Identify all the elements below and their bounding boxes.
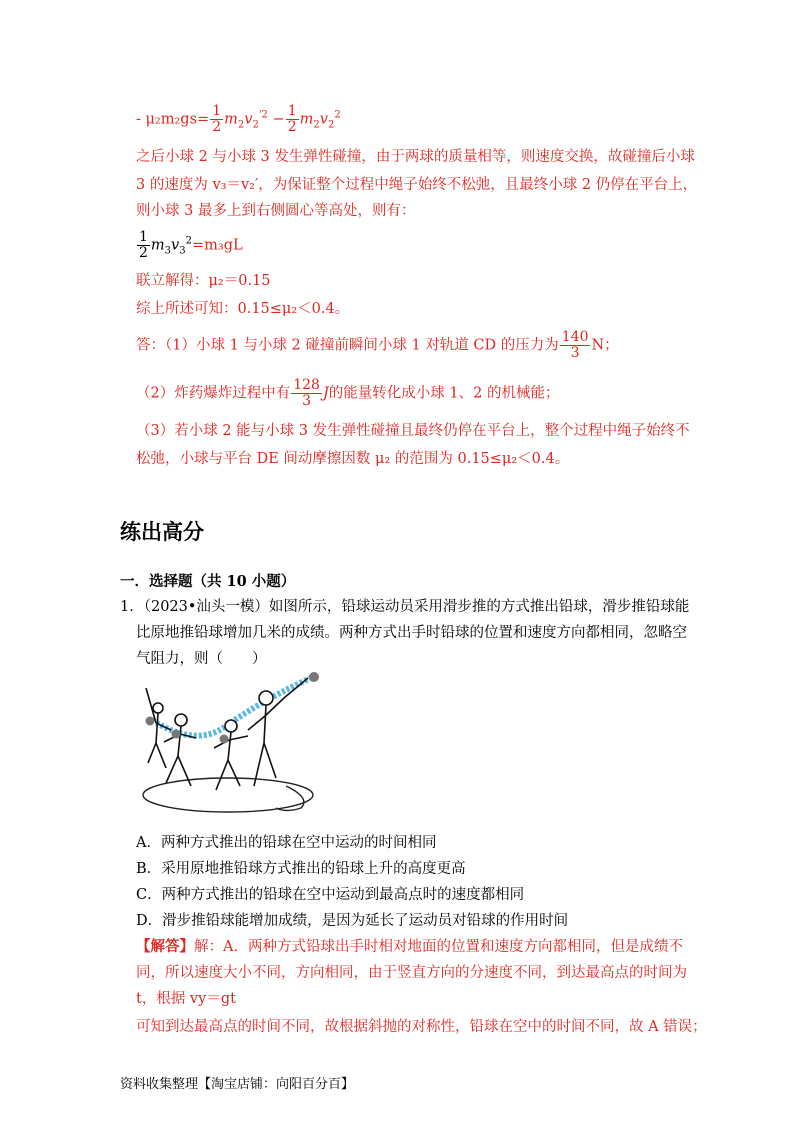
question-line2: 比原地推铅球增加几米的成绩。两种方式出手时铅球的位置和速度方向都相同，忽略空: [136, 625, 687, 641]
para1-line2: 3 的速度为 v₃＝v₂′，为保证整个过程中绳子始终不松弛，且最终小球 2 仍停在平台上，: [136, 177, 698, 193]
shot-ball-4: [309, 672, 319, 682]
answer-line2: 同，所以速度大小不同，方向相同，由于竖直方向的分速度不同，到达最高点的时间为: [136, 965, 687, 981]
answer-3-line2: 松弛，小球与平台 DE 间动摩擦因数 μ₂ 的范围为 0.15≤μ₂＜0.4。: [136, 451, 570, 467]
fraction-half-2: $\frac{1}{2}$: [287, 103, 297, 135]
option-c[interactable]: C．两种方式推出的铅球在空中运动到最高点时的速度都相同: [136, 887, 525, 903]
answer-line1: [136, 936, 683, 958]
section-heading: 练出高分: [120, 520, 204, 544]
para1-line1: 之后小球 2 与小球 3 发生弹性碰撞，由于两球的质量相等，则速度交换，故碰撞后小球: [136, 149, 695, 165]
answer-2: （2）炸药爆炸过程中有 $\frac{128}{3}$ J的能量转化成小球 1、2 的机械能；: [136, 377, 560, 409]
shot-ball-2: [172, 730, 181, 739]
shot-put-figure: [136, 668, 326, 816]
fraction-140-3: $\frac{140}{3}$: [561, 329, 589, 361]
option-b[interactable]: B．采用原地推铅球方式推出的铅球上升的高度更高: [136, 861, 466, 877]
eq1-lhs: - μ₂m₂gs=: [136, 111, 210, 128]
summary: 综上所述可知：0.15≤μ₂＜0.4。: [136, 301, 350, 317]
equation-height: $\frac{1}{2}$ $m_3v_3^2=m_3gL$: [139, 229, 243, 261]
answer-tag: 【解答】: [136, 938, 194, 955]
question-line1: 1．（2023•汕头一模）如图所示，铅球运动员采用滑步推的方式推出铅球，滑步推铅球能: [120, 599, 690, 615]
question-line3: 气阻力，则（ ）: [136, 651, 267, 667]
answer-line4: 可知到达最高点的时间不同，故根据斜抛的对称性，铅球在空中的时间不同，故 A 错误；: [136, 1019, 707, 1035]
shot-ball-3: [220, 735, 229, 744]
fraction-half: $\frac{1}{2}$: [212, 103, 222, 135]
choice-section-title: 一．选择题（共 10 小题）: [120, 573, 296, 590]
equation-energy: - μ₂m₂gs= $\frac{1}{2}$ $m_2v_2^{'2}$ − $\frac{1}{2}$ $m_2v_2^2$: [136, 103, 341, 135]
athletes: [146, 678, 308, 790]
joint-solution: 联立解得：μ₂＝0.15: [136, 273, 271, 289]
answer-text: 解：A．两种方式铅球出手时相对地面的位置和速度方向都相同，但是成绩不: [194, 939, 683, 955]
answer-1: 答：（1）小球 1 与小球 2 碰撞前瞬间小球 1 对轨道 CD 的压力为 $\frac{140}{3}$ N；: [136, 329, 619, 361]
throwing-circle: [143, 778, 313, 812]
footer-note: 资料收集整理【淘宝店铺：向阳百分百】: [120, 1077, 355, 1092]
shot-ball-1: [146, 717, 155, 726]
answer-3-line1: （3）若小球 2 能与小球 3 发生弹性碰撞且最终仍停在平台上，整个过程中绳子始终不: [136, 423, 690, 439]
answer-line3: t，根据 vy＝gt: [136, 991, 236, 1007]
option-a[interactable]: A．两种方式推出的铅球在空中运动的时间相同: [136, 835, 437, 851]
fraction-half-3: $\frac{1}{2}$: [139, 229, 148, 261]
para1-line3: 则小球 3 最多上到右侧圆心等高处，则有：: [136, 203, 416, 219]
option-d[interactable]: D．滑步推铅球能增加成绩，是因为延长了运动员对铅球的作用时间: [136, 913, 569, 929]
fraction-128-3: $\frac{128}{3}$: [293, 377, 320, 409]
